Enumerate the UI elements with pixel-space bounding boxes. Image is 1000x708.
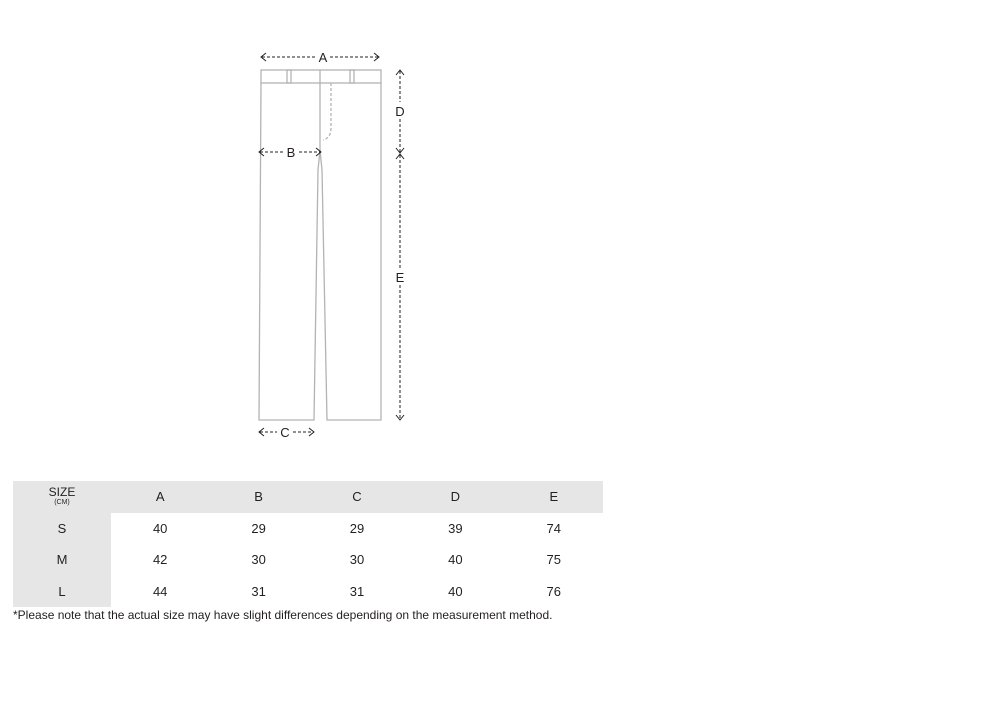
row-size-label: S [13,513,111,545]
column-header-a: A [111,481,209,513]
pants-outline [259,70,381,420]
belt-loop-left [287,70,291,83]
column-header-e: E [505,481,603,513]
table-cell: 42 [111,544,209,576]
table-cell: 31 [209,576,307,608]
measurement-note: *Please note that the actual size may have slight differences depending on the measurement method. [13,608,553,622]
table-cell: 40 [111,513,209,545]
dimension-d-label: D [395,104,405,119]
fly-stitch [323,83,331,140]
dimension-c-label: C [280,425,290,440]
left-leg-outline [259,83,320,420]
dimension-b-label: B [286,145,296,160]
table-cell: 29 [308,513,406,545]
belt-loop-right [350,70,354,83]
size-header-unit: (CM) [54,499,70,507]
table-cell: 30 [209,544,307,576]
dimension-a-label: A [318,50,328,65]
table-cell: 74 [505,513,603,545]
right-leg-outline [320,83,381,420]
table-row [13,544,603,576]
table-cell: 40 [406,576,504,608]
waistband [261,70,381,83]
dimension-e-label: E [395,270,405,285]
table-cell: 76 [505,576,603,608]
size-header-label: SIZE [48,485,76,500]
column-header-c: C [308,481,406,513]
column-header-d: D [406,481,504,513]
table-cell: 29 [209,513,307,545]
column-header-b: B [209,481,307,513]
table-header-row [13,481,603,513]
table-cell: 30 [308,544,406,576]
table-cell: 39 [406,513,504,545]
dimension-e [396,154,404,420]
table-cell: 44 [111,576,209,608]
table-row [13,576,603,608]
row-size-label: M [13,544,111,576]
size-header [13,481,111,513]
table-cell: 31 [308,576,406,608]
table-cell: 40 [406,544,504,576]
row-size-label: L [13,576,111,608]
size-chart-table [13,481,603,607]
table-cell: 75 [505,544,603,576]
table-row [13,513,603,545]
